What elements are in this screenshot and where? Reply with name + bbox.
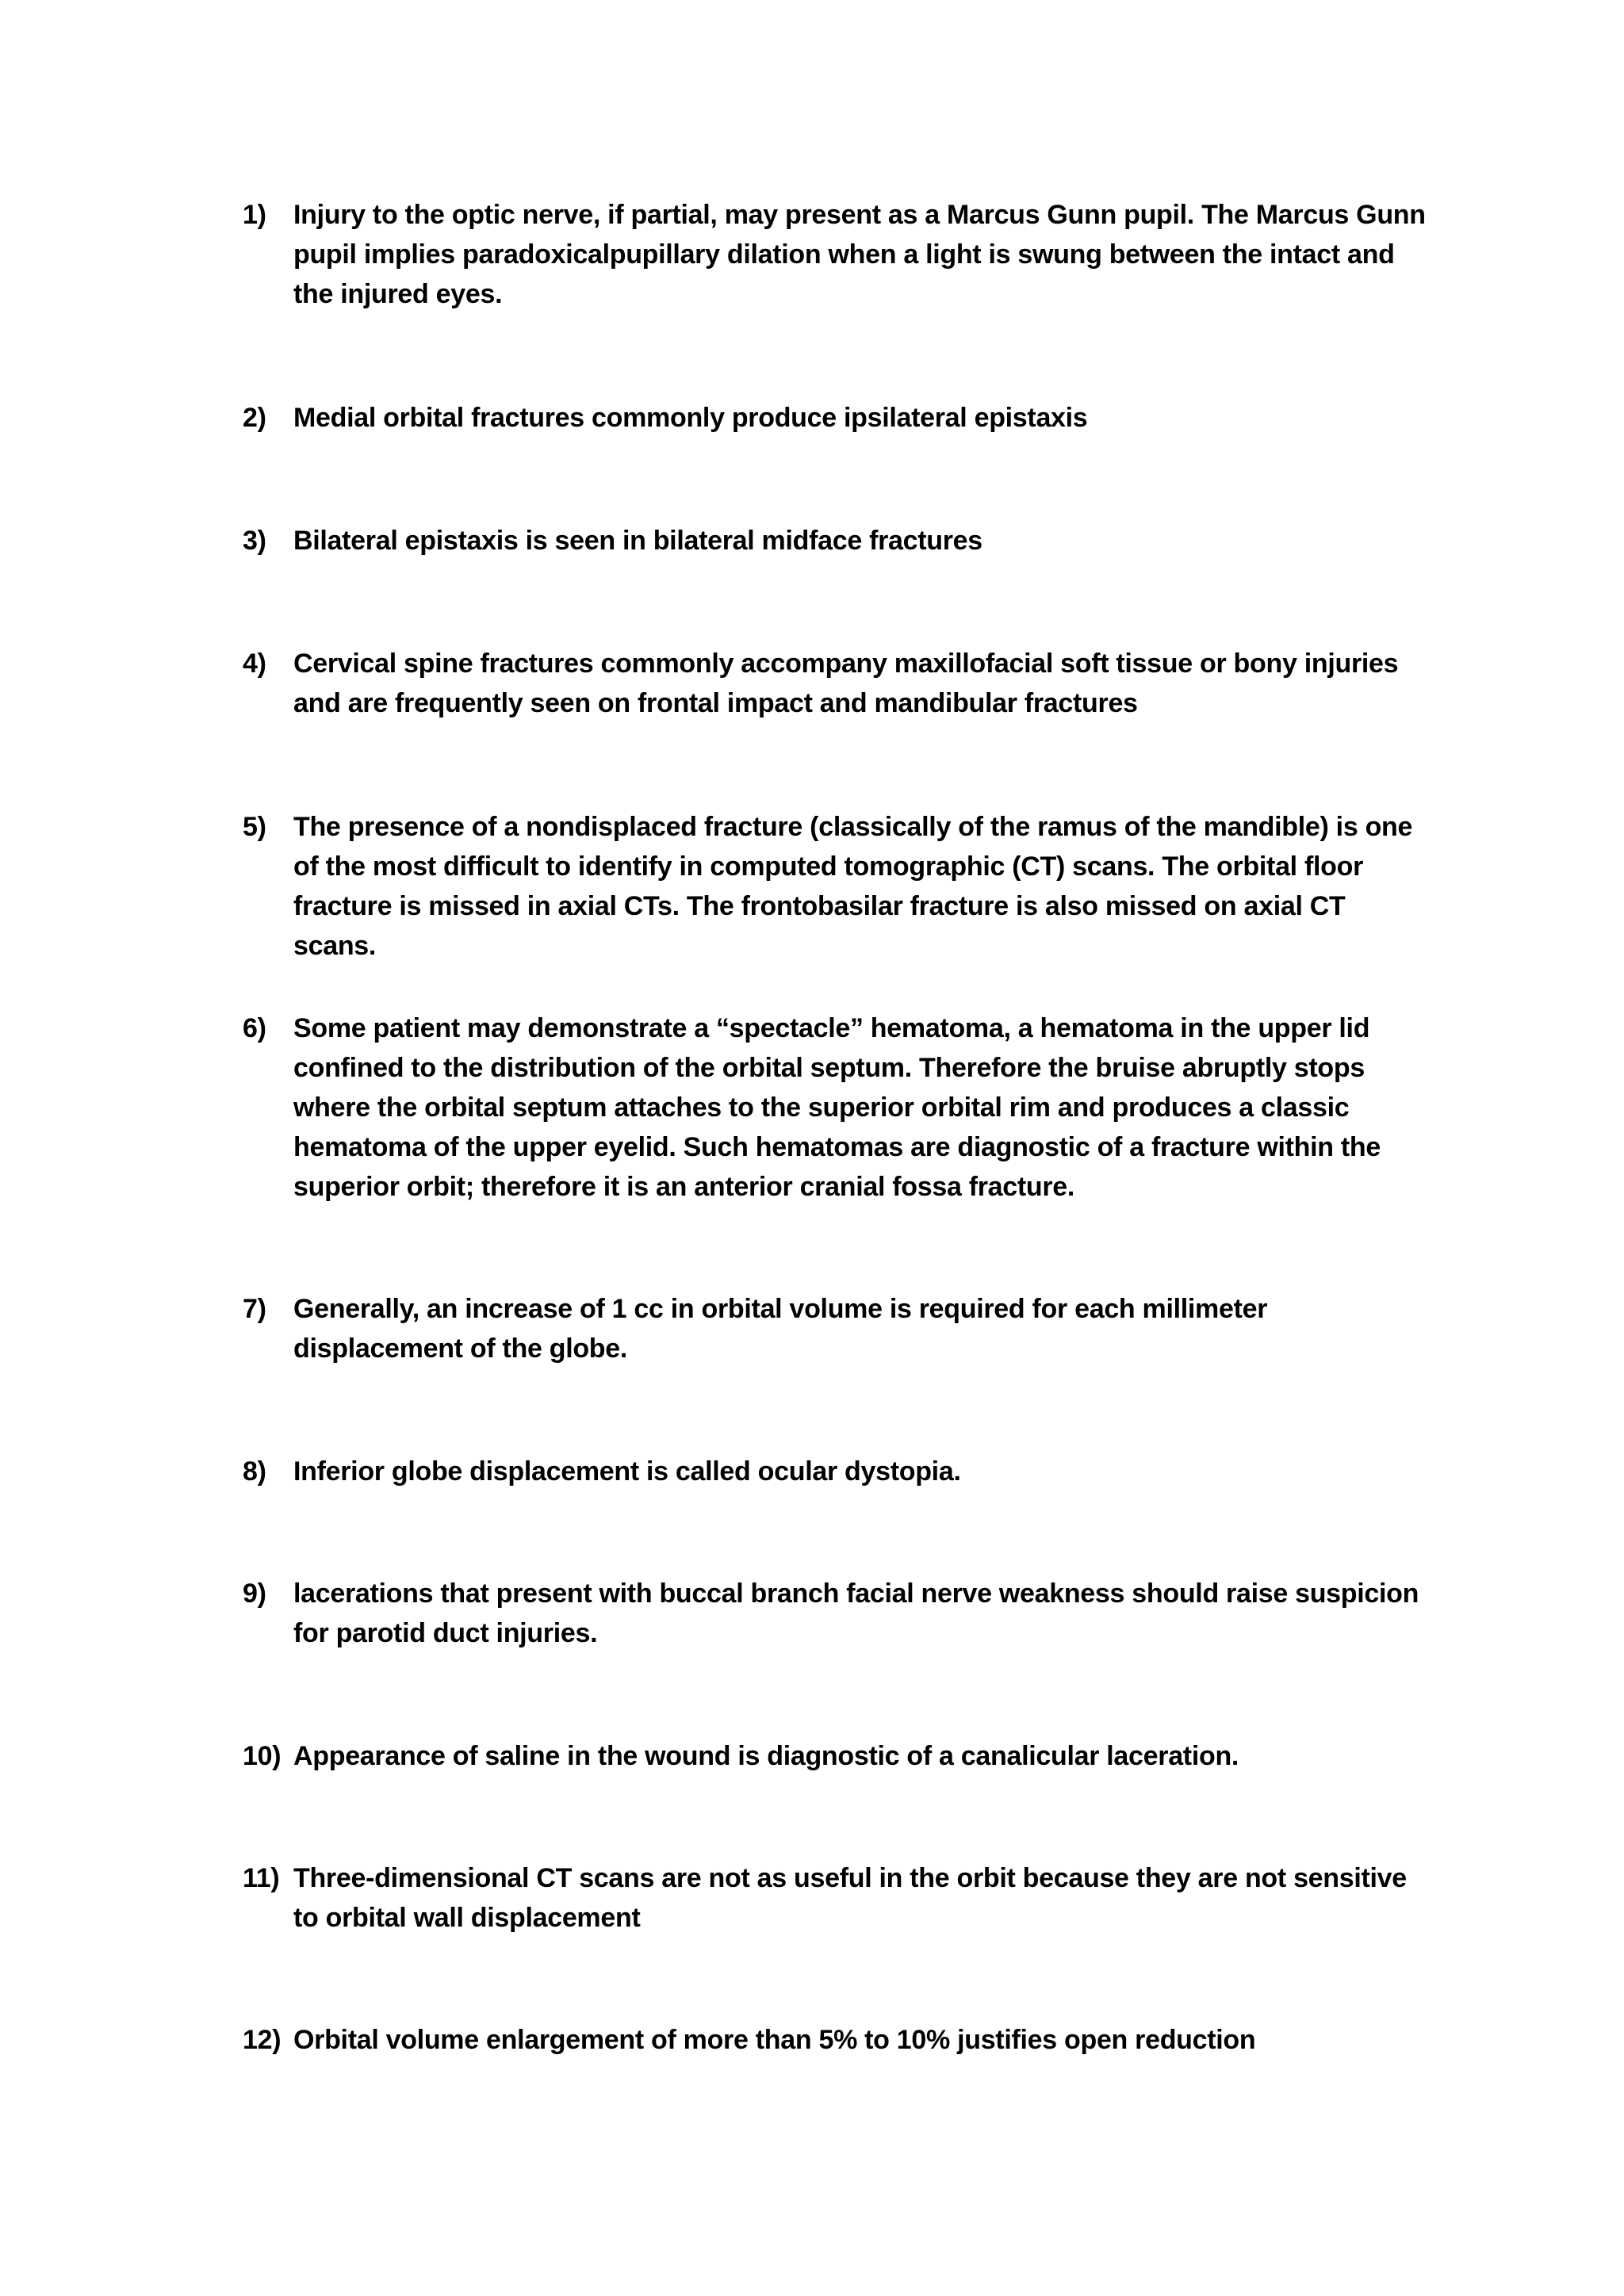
list-item <box>243 1289 1448 1368</box>
item-text: Injury to the optic nerve, if partial, may present as a Marcus Gunn pupil. The Marcus Gunn pupil implies paradoxicalpupillary dilation when a light is swung between the intact and the injured eyes. <box>293 200 1426 309</box>
item-number: 2) <box>243 403 266 433</box>
item-text: Orbital volume enlargement of more than 5% to 10% justifies open reduction <box>293 2025 1256 2055</box>
item-number: 11) <box>243 1863 280 1893</box>
item-number: 9) <box>243 1578 266 1609</box>
item-text: Medial orbital fractures commonly produce ipsilateral epistaxis <box>293 403 1088 433</box>
item-number: 5) <box>243 812 266 842</box>
item-text: Cervical spine fractures commonly accompany maxillofacial soft tissue or bony injuries and are frequently seen on frontal impact and mandibular fractures <box>293 649 1399 718</box>
item-text: The presence of a nondisplaced fracture (classically of the ramus of the mandible) is one of the most difficult to identify in computed tomographic (CT) scans. The orbital floor fracture is missed in axial CTs. The frontobasilar fracture is also missed on axial CT scans. <box>293 812 1413 961</box>
item-text: Inferior globe displacement is called ocular dystopia. <box>293 1456 961 1487</box>
list-item <box>243 1452 1448 1491</box>
item-text: Appearance of saline in the wound is diagnostic of a canalicular laceration. <box>293 1741 1239 1771</box>
item-number: 1) <box>243 200 266 230</box>
list-item <box>243 521 1448 561</box>
list-item <box>243 1574 1448 1653</box>
list-item <box>243 2020 1448 2060</box>
item-number: 8) <box>243 1456 266 1487</box>
item-number: 3) <box>243 526 266 556</box>
list-item <box>243 1858 1448 1938</box>
list-item <box>243 195 1448 314</box>
item-number: 10) <box>243 1741 282 1771</box>
list-item <box>243 1008 1448 1207</box>
item-number: 4) <box>243 649 266 679</box>
item-number: 12) <box>243 2025 282 2055</box>
item-text: lacerations that present with buccal branch facial nerve weakness should raise suspicion for parotid duct injuries. <box>293 1578 1419 1648</box>
list-item <box>243 644 1448 723</box>
list-item <box>243 398 1448 438</box>
item-text: Generally, an increase of 1 cc in orbital volume is required for each millimeter displacement of the globe. <box>293 1294 1268 1364</box>
item-number: 7) <box>243 1294 266 1324</box>
item-text: Three-dimensional CT scans are not as useful in the orbit because they are not sensitive to orbital wall displacement <box>293 1863 1407 1933</box>
item-number: 6) <box>243 1013 266 1043</box>
list-item <box>243 807 1448 966</box>
item-text: Bilateral epistaxis is seen in bilateral midface fractures <box>293 526 982 556</box>
item-text: Some patient may demonstrate a “spectacle” hematoma, a hematoma in the upper lid confined to the distribution of the orbital septum. Therefore the bruise abruptly stops where the orbital septum attaches to the superior orbital rim and produces a classic hematoma of the upper eyelid. Such hematomas are diagnostic of a fracture within the superior orbit; therefore it is an anterior cranial fossa fracture. <box>293 1013 1381 1202</box>
list-item <box>243 1736 1448 1776</box>
